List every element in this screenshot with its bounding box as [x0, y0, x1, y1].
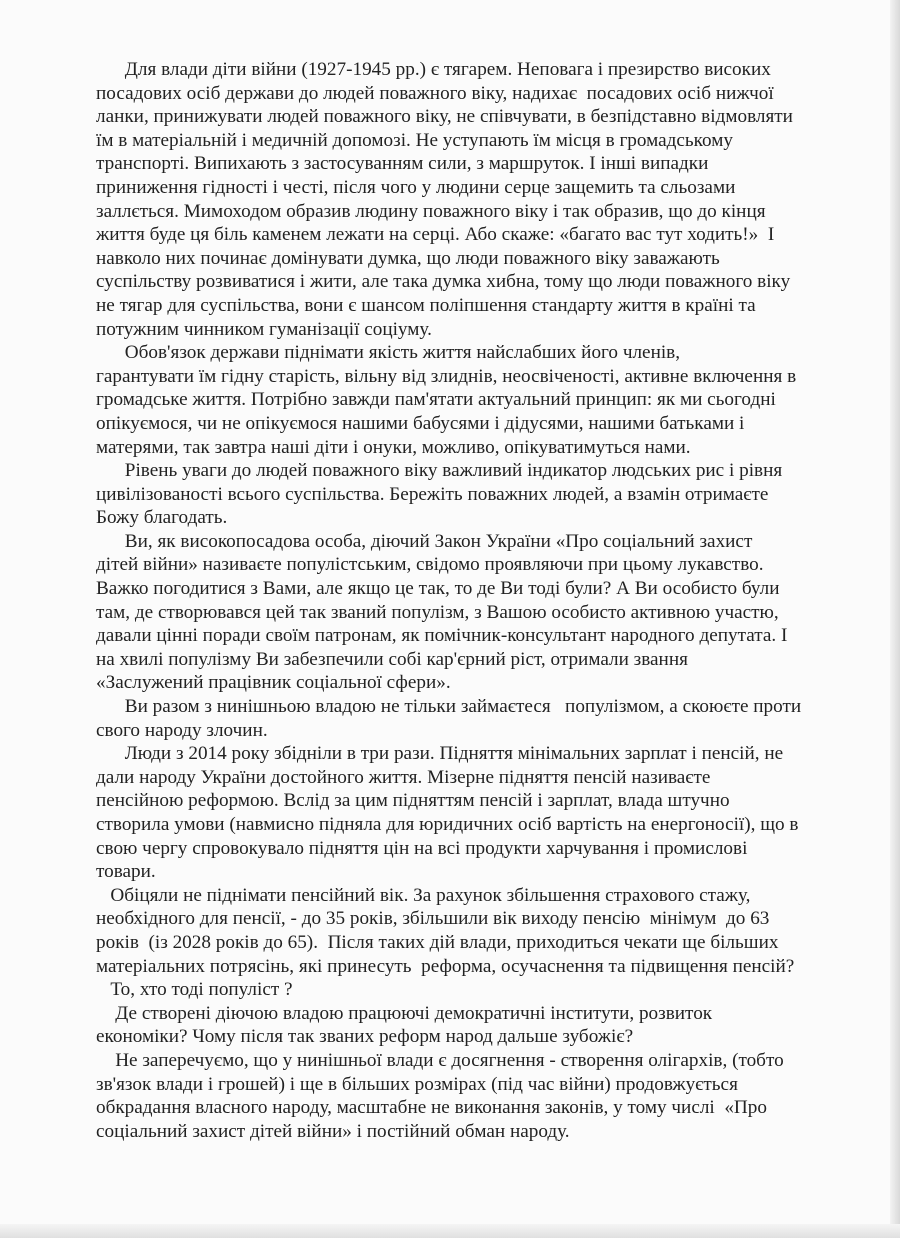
- text-line: не тягар для суспільства, вони є шансом поліпшення стандарту життя в країні та: [96, 294, 756, 316]
- text-line: суспільству розвиватися і жити, але така думка хибна, тому що люди поважного віку: [96, 271, 791, 293]
- text-line: Обіцяли не піднімати пенсійний вік. За рахунок збільшення страхового стажу,: [96, 884, 751, 906]
- text-line: гарантувати їм гідну старість, вільну від злиднів, неосвіченості, активне включення в: [96, 365, 797, 387]
- text-line: соціальний захист дітей війни» і постійний обман народу.: [96, 1120, 570, 1142]
- text-line: матеріальних потрясінь, які принесуть реформа, осучаснення та підвищення пенсій?: [96, 955, 795, 977]
- text-line: на хвилі популізму Ви забезпечили собі кар'єрний ріст, отримали звання: [96, 648, 688, 670]
- text-line: Обов'язок держави піднімати якість життя найслабших його членів,: [96, 342, 681, 364]
- text-line: Де створені діючою владою працюючі демократичні інститути, розвиток: [96, 1002, 713, 1024]
- scan-edge-right: [890, 0, 900, 1238]
- text-line: свого народу злочин.: [96, 719, 268, 741]
- text-line: необхідного для пенсії, - до 35 років, збільшили вік виходу пенсію мінімум до 63: [96, 908, 770, 930]
- text-line: дітей війни» називаєте популістським, свідомо проявляючи при цьому лукавство.: [96, 554, 764, 576]
- text-line: Рівень уваги до людей поважного віку важливий індикатор людських рис і рівня: [96, 460, 783, 482]
- text-line: потужним чинником гуманізації соціуму.: [96, 318, 432, 340]
- text-line: То, хто тоді популіст ?: [96, 979, 293, 1001]
- text-line: громадське життя. Потрібно завжди пам'ятати актуальний принцип: як ми сьогодні: [96, 389, 776, 411]
- text-line: давали цінні поради своїм патронам, як помічник-консультант народного депутата. І: [96, 625, 788, 647]
- text-line: свою чергу спровокувало підняття цін на всі продукти харчування і промислові: [96, 837, 748, 859]
- text-line: Для влади діти війни (1927-1945 рр.) є тягарем. Неповага і презирство високих: [96, 59, 771, 80]
- text-line: років (із 2028 років до 65). Після таких дій влади, приходиться чекати ще більших: [96, 931, 779, 953]
- text-line: заллється. Мимоходом образив людину поважного віку і так образив, що до кінця: [96, 200, 766, 222]
- text-line: створила умови (навмисно підняла для юридичних осіб вартість на енергоносії), що в: [96, 814, 799, 835]
- text-line: опікуємося, чи не опікуємося нашими бабусями і дідусями, нашими батьками і: [96, 412, 745, 434]
- text-line: Ви, як високопосадова особа, діючий Закон України «Про соціальний захист: [96, 530, 753, 552]
- text-line: зв'язок влади і грошей) і ще в більших розмірах (під час війни) продовжується: [96, 1073, 738, 1095]
- text-line: ланки, принижувати людей поважного віку, не співчувати, в безпідставно відмовляти: [96, 106, 793, 128]
- text-line: Божу благодать.: [96, 507, 228, 529]
- text-line: «Заслужений працівник соціальної сфери».: [96, 672, 451, 694]
- text-line: Люди з 2014 року збідніли в три рази. Підняття мінімальних зарплат і пенсій, не: [96, 743, 784, 765]
- text-line: Важко погодитися з Вами, але якщо це так, то де Ви тоді були? А Ви особисто були: [96, 578, 780, 600]
- text-line: приниження гідності і честі, після чого у людини серце защемить та сльозами: [96, 176, 736, 198]
- text-line: транспорті. Випихають з застосуванням сили, з маршруток. І інші випадки: [96, 153, 709, 175]
- text-line: товари.: [96, 861, 156, 883]
- text-line: посадових осіб держави до людей поважного віку, надихає посадових осіб нижчої: [96, 82, 774, 104]
- text-line: там, де створювався цей так званий популізм, з Вашою особисто активною участю,: [96, 601, 779, 623]
- text-line: пенсійною реформою. Вслід за цим підняттям пенсій і зарплат, влада штучно: [96, 790, 730, 812]
- scan-edge-bottom: [0, 1224, 900, 1238]
- text-line: навколо них починає домінувати думка, що люди поважного віку заважають: [96, 247, 720, 269]
- text-line: цивілізованості всього суспільства. Бережіть поважних людей, а взамін отримаєте: [96, 483, 769, 505]
- text-line: економіки? Чому після так званих реформ народ дальше зубожіє?: [96, 1026, 634, 1048]
- text-line: матерями, так завтра наші діти і онуки, можливо, опікуватимуться нами.: [96, 436, 691, 458]
- text-line: обкрадання власного народу, масштабне не виконання законів, у тому числі «Про: [96, 1097, 767, 1119]
- text-line: Не заперечуємо, що у нинішньої влади є досягнення - створення олігархів, (тобто: [96, 1049, 784, 1071]
- text-line: Ви разом з нинішньою владою не тільки займаєтеся популізмом, а скоюєте проти: [96, 696, 802, 718]
- text-line: дали народу України достойного життя. Мізерне підняття пенсій називаєте: [96, 766, 711, 788]
- text-line: життя буде ця біль каменем лежати на серці. Або скаже: «багато вас тут ходить!» І: [96, 224, 775, 246]
- document-body: [96, 58, 866, 1143]
- text-line: їм в матеріальній і медичній допомозі. Не уступають їм місця в громадському: [96, 129, 733, 151]
